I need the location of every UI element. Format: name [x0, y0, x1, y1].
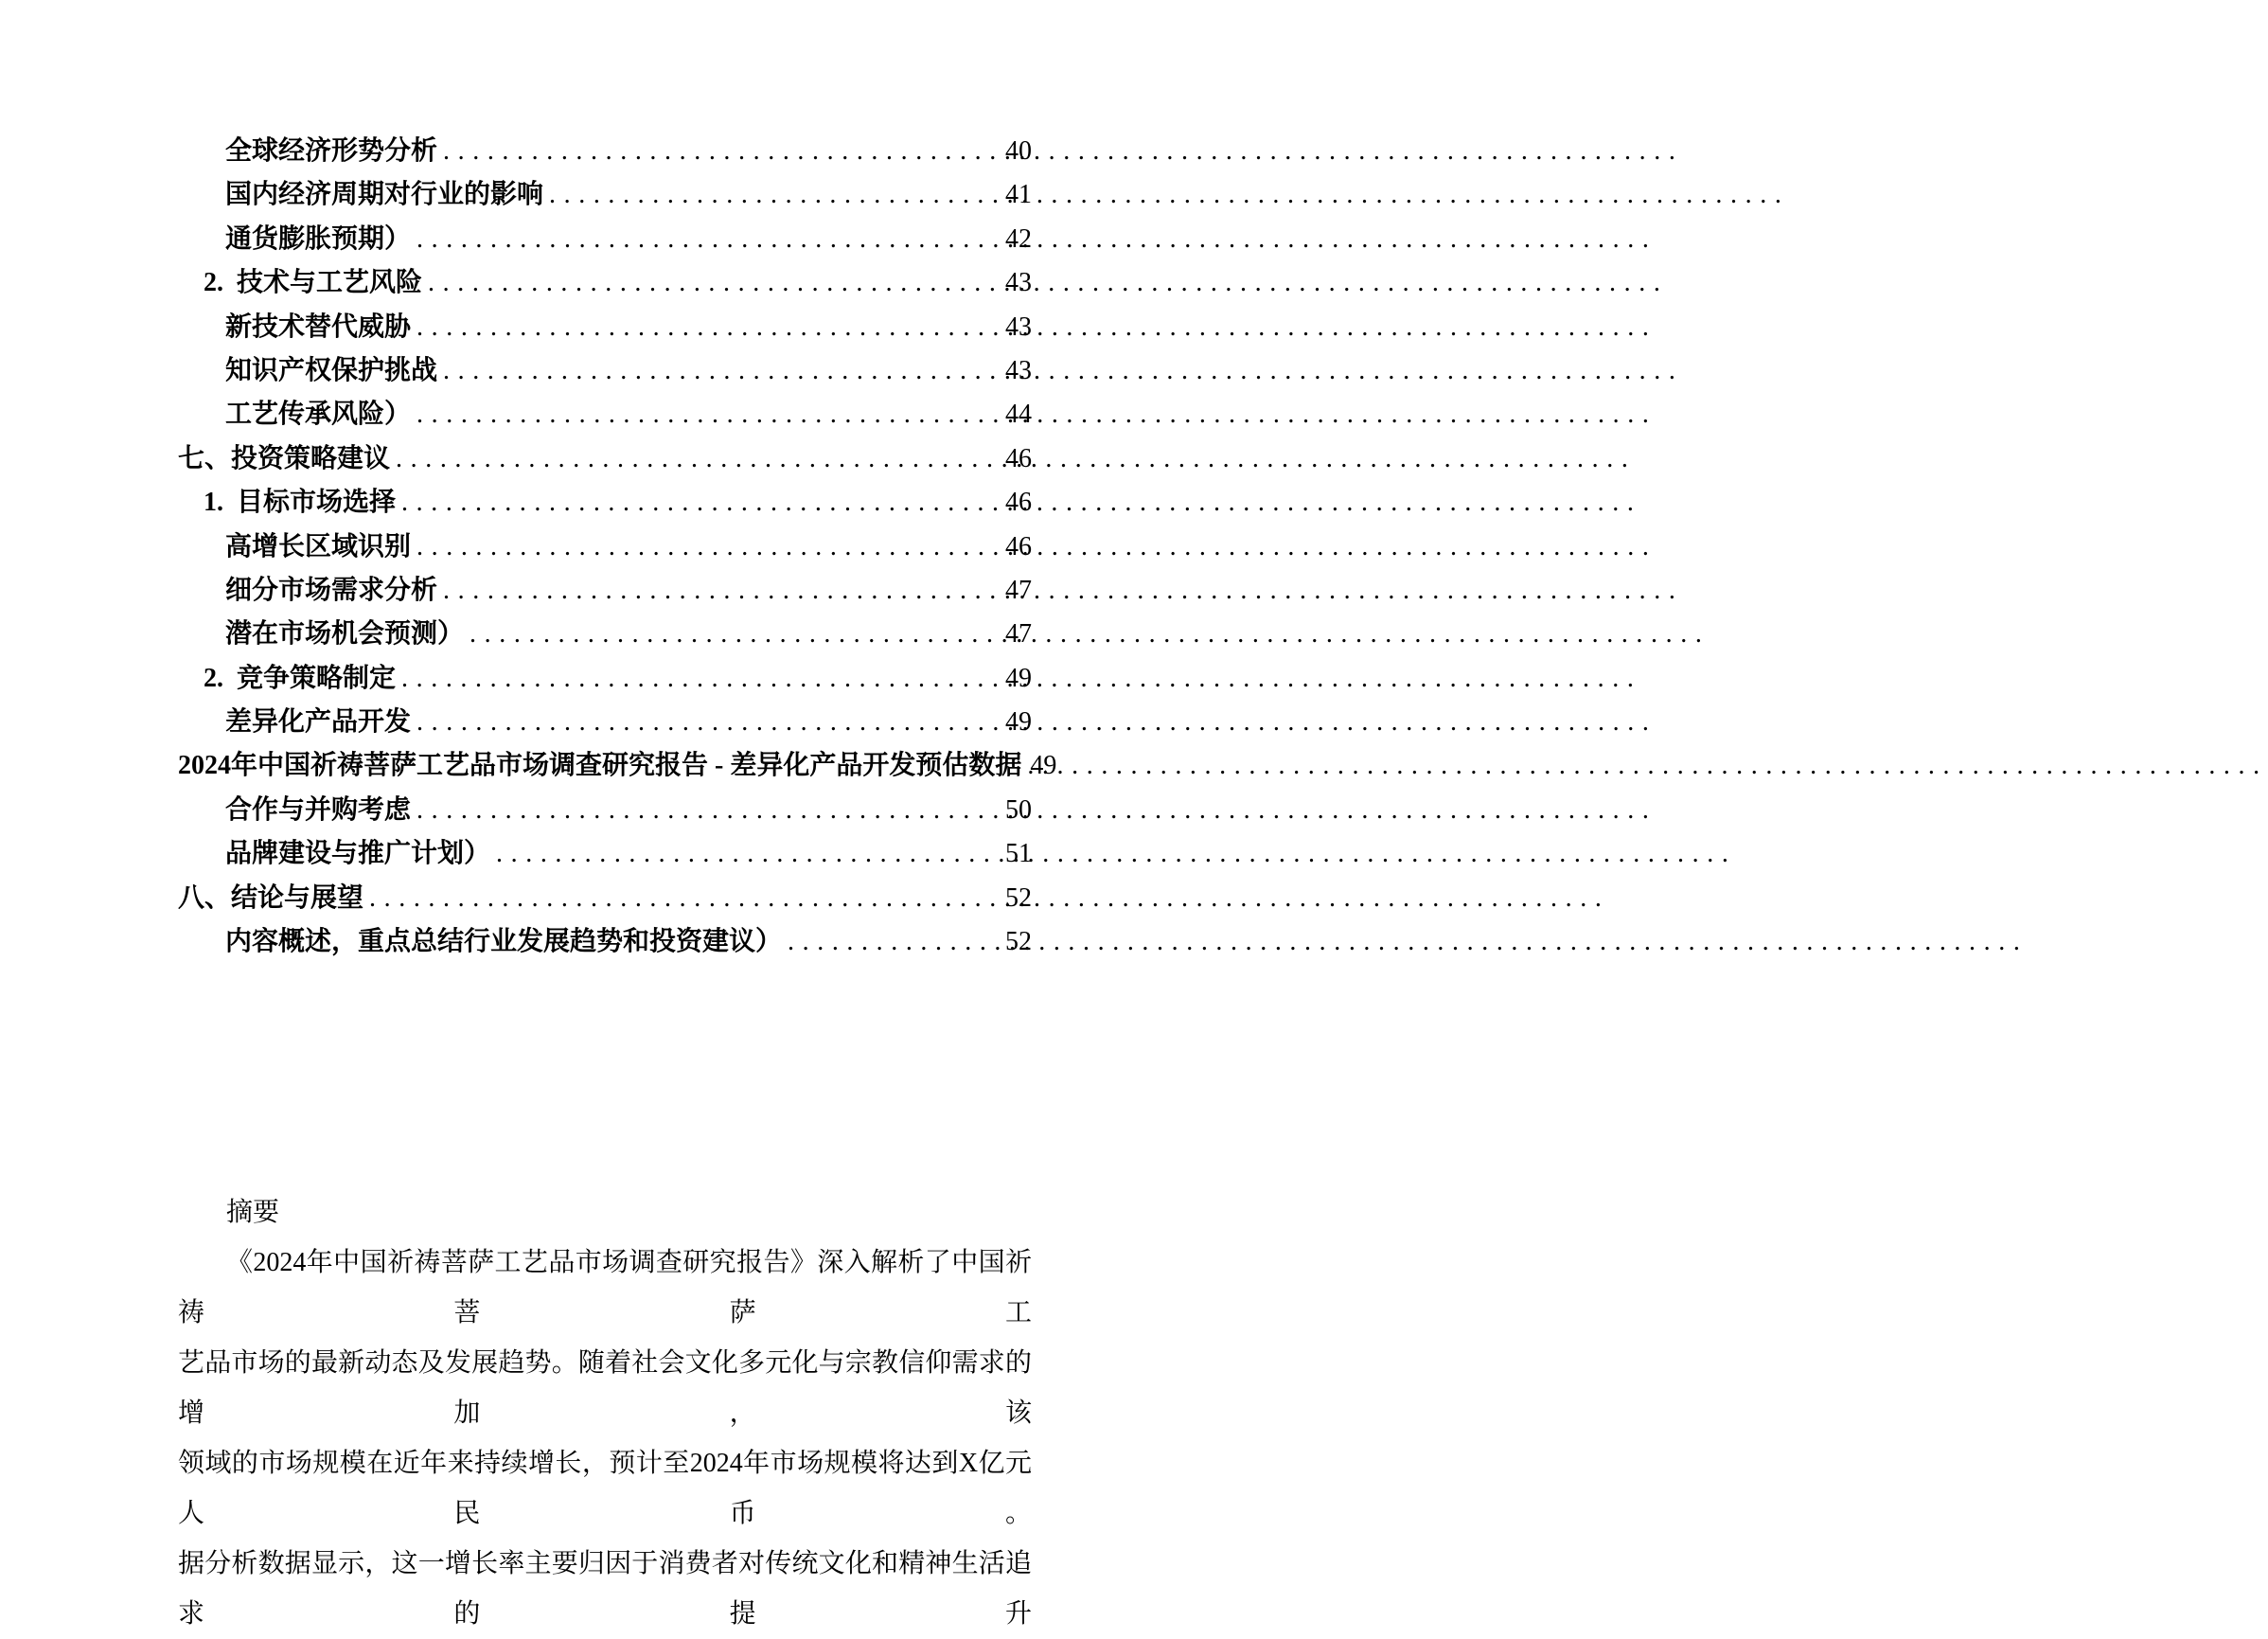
toc-entry[interactable]: [178, 349, 1032, 393]
toc-entry-page: 46: [1005, 488, 1032, 518]
toc-entry-title: 品牌建设与推广计划）: [225, 839, 491, 869]
toc-entry-page: 52: [1005, 927, 1032, 957]
toc-entry[interactable]: [178, 920, 1032, 964]
toc-dot-leader: [543, 173, 1005, 217]
toc-entry-title: 工艺传承风险）: [225, 400, 412, 430]
toc-dot-leader: [411, 526, 1005, 569]
toc-entry-title: 2024年中国祈祷菩萨工艺品市场调查研究报告 - 差异化产品开发预估数据: [178, 751, 1022, 781]
toc-entry-page: 47: [1005, 619, 1032, 650]
toc-entry[interactable]: [178, 832, 1032, 876]
toc-dot-leader: [437, 130, 1005, 173]
toc-entry-title: 新技术替代威胁: [225, 312, 412, 342]
toc-entry-title: 国内经济周期对行业的影响: [225, 180, 544, 210]
toc-entry-title: 知识产权保护挑战: [225, 355, 438, 385]
toc-dot-leader: [422, 261, 1005, 305]
toc-entry[interactable]: [178, 261, 1032, 305]
toc-entry[interactable]: [178, 744, 1057, 788]
abstract-paragraph-line: 领域的市场规模在近年来持续增长，预计至2024年市场规模将达到X亿元人民币。: [178, 1449, 1032, 1529]
toc-entry-page: 49: [1030, 751, 1057, 781]
toc-entry-page: 44: [1005, 400, 1032, 430]
toc-dot-leader: [411, 218, 1005, 261]
toc-dot-leader: [363, 877, 1005, 920]
toc-entry-title: 全球经济形势分析: [225, 136, 438, 166]
toc-entry-page: 43: [1005, 312, 1032, 342]
toc-entry[interactable]: [178, 393, 1032, 436]
toc-entry[interactable]: [178, 789, 1032, 832]
abstract-paragraph-line: 《2024年中国祈祷菩萨工艺品市场调查研究报告》深入解析了中国祈祷菩萨工: [178, 1248, 1032, 1328]
toc-entry-page: 51: [1005, 839, 1032, 869]
toc-entry[interactable]: [178, 877, 1032, 920]
toc-dot-leader: [396, 657, 1005, 701]
toc-entry-title: 通货膨胀预期）: [225, 223, 412, 254]
toc-entry-page: 40: [1005, 136, 1032, 166]
toc-entry-title: 细分市场需求分析: [225, 575, 438, 605]
toc-dot-leader: [396, 481, 1005, 525]
abstract-heading: 摘要: [226, 1198, 280, 1228]
toc-entry-title: 合作与并购考虑: [225, 794, 412, 825]
toc-entry[interactable]: [178, 701, 1032, 744]
toc-entry-page: 49: [1005, 707, 1032, 738]
toc-entry-title: 差异化产品开发: [225, 707, 412, 738]
toc-dot-leader: [411, 789, 1005, 832]
toc-entry-title: 八、结论与展望: [178, 882, 364, 913]
toc-dot-leader: [390, 437, 1005, 481]
toc-dot-leader: [464, 613, 1005, 656]
toc-entry-page: 47: [1005, 575, 1032, 605]
toc-entry-title: 潜在市场机会预测）: [225, 619, 465, 650]
toc-dot-leader: [490, 832, 1005, 876]
toc-entry-page: 50: [1005, 794, 1032, 825]
toc-entry-title: 2. 技术与工艺风险: [204, 268, 423, 298]
toc-entry[interactable]: [178, 437, 1032, 481]
toc-entry-page: 49: [1005, 663, 1032, 693]
table-of-contents: [178, 130, 1057, 964]
abstract-paragraph-line: 据分析数据显示，这一增长率主要归因于消费者对传统文化和精神生活追求的提升: [178, 1549, 1032, 1630]
toc-entry[interactable]: [178, 481, 1032, 525]
toc-entry-title: 高增长区域识别: [225, 531, 412, 561]
toc-entry[interactable]: [178, 657, 1032, 701]
abstract-paragraph-line: 艺品市场的最新动态及发展趋势。随着社会文化多元化与宗教信仰需求的增加，该: [178, 1348, 1032, 1429]
toc-dot-leader: [782, 920, 1005, 964]
toc-entry[interactable]: [178, 526, 1032, 569]
toc-entry-title: 2. 竞争策略制定: [204, 663, 397, 693]
toc-entry-page: 41: [1005, 180, 1032, 210]
toc-dot-leader: [411, 701, 1005, 744]
toc-dot-leader: [411, 393, 1005, 436]
toc-entry-page: 43: [1005, 355, 1032, 385]
toc-entry[interactable]: [178, 569, 1032, 613]
toc-dot-leader: [411, 306, 1005, 349]
toc-dot-leader: [437, 569, 1005, 613]
toc-entry[interactable]: [178, 306, 1032, 349]
toc-entry-page: 42: [1005, 223, 1032, 254]
toc-entry[interactable]: [178, 173, 1032, 217]
toc-entry-page: 46: [1005, 443, 1032, 473]
toc-entry-title: 1. 目标市场选择: [204, 488, 397, 518]
toc-entry-page: 43: [1005, 268, 1032, 298]
toc-dot-leader: [437, 349, 1005, 393]
abstract-section: [178, 1187, 1032, 1639]
toc-entry[interactable]: [178, 613, 1032, 656]
toc-entry-title: 内容概述，重点总结行业发展趋势和投资建议）: [225, 927, 783, 957]
toc-entry[interactable]: [178, 130, 1032, 173]
toc-entry-page: 52: [1005, 882, 1032, 913]
toc-entry-page: 46: [1005, 531, 1032, 561]
toc-dot-leader: [1021, 744, 1030, 788]
toc-entry[interactable]: [178, 218, 1032, 261]
toc-entry-title: 七、投资策略建议: [178, 443, 391, 473]
